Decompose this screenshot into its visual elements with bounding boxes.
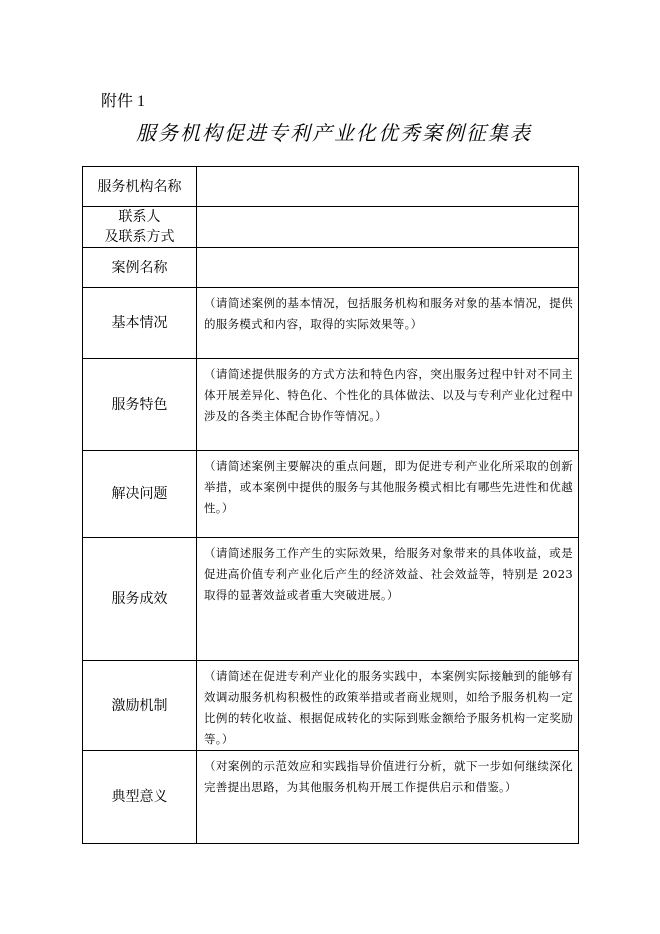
basic-info-label: 基本情况 <box>83 288 197 359</box>
form-row-problems-solved <box>83 451 579 538</box>
form-row-service-features <box>83 359 579 451</box>
form-row-typical-significance <box>83 751 579 844</box>
typical-significance-hint: （对案例的示范效应和实践指导价值进行分析，就下一步如何继续深化完善提出思路，为其他服务机构开展工作提供启示和借鉴。） <box>204 759 573 794</box>
incentive-mechanism-field[interactable] <box>197 661 579 751</box>
problems-solved-field[interactable] <box>197 451 579 538</box>
contact-hint <box>197 207 578 212</box>
agency-name-hint <box>197 167 578 172</box>
problems-solved-label: 解决问题 <box>83 451 197 538</box>
incentive-mechanism-hint: （请简述在促进专利产业化的服务实践中，本案例实际接触到的能够有效调动服务机构积极性的政策举措或者商业规则，如给予服务机构一定比例的转化收益、根据促成转化的实际到账金额给予服务机构一定奖励等。） <box>204 669 573 746</box>
service-results-hint: （请简述服务工作产生的实际效果，给服务对象带来的具体收益，或是促进高价值专利产业化后产生的经济效益、社会效益等，特别是 2023 取得的显著效益或者重大突破进展。） <box>204 546 573 602</box>
form-row-service-results <box>83 538 579 661</box>
annex-label: 附件 1 <box>101 93 146 110</box>
form-row-contact <box>83 207 579 248</box>
service-results-label: 服务成效 <box>83 538 197 661</box>
case-collection-form <box>82 166 579 844</box>
form-title: 服务机构促进专利产业化优秀案例征集表 <box>136 121 532 145</box>
form-row-case-name <box>83 248 579 288</box>
contact-label-line1: 联系人 <box>118 209 161 225</box>
typical-significance-field[interactable] <box>197 751 579 844</box>
case-name-field[interactable] <box>197 248 579 288</box>
service-features-field[interactable] <box>197 359 579 451</box>
form-row-agency-name <box>83 167 579 207</box>
typical-significance-label: 典型意义 <box>83 751 197 844</box>
agency-name-field[interactable] <box>197 167 579 207</box>
incentive-mechanism-label: 激励机制 <box>83 661 197 751</box>
form-row-incentive-mechanism <box>83 661 579 751</box>
contact-label <box>83 207 197 248</box>
service-features-hint: （请简述提供服务的方式方法和特色内容，突出服务过程中针对不同主体开展差异化、特色化、个性化的具体做法、以及与专利产业化过程中涉及的各类主体配合协作等情况。） <box>204 367 573 423</box>
form-row-basic-info <box>83 288 579 359</box>
service-results-field[interactable] <box>197 538 579 661</box>
basic-info-field[interactable] <box>197 288 579 359</box>
contact-field[interactable] <box>197 207 579 248</box>
case-name-hint <box>197 248 578 253</box>
contact-label-line2: 及联系方式 <box>104 229 175 245</box>
basic-info-hint: （请简述案例的基本情况，包括服务机构和服务对象的基本情况，提供的服务模式和内容，取得的实际效果等。） <box>204 296 573 331</box>
problems-solved-hint: （请简述案例主要解决的重点问题，即为促进专利产业化所采取的创新举措，或本案例中提供的服务与其他服务模式相比有哪些先进性和优越性。） <box>204 459 573 515</box>
agency-name-label: 服务机构名称 <box>83 167 197 207</box>
service-features-label: 服务特色 <box>83 359 197 451</box>
case-name-label: 案例名称 <box>83 248 197 288</box>
